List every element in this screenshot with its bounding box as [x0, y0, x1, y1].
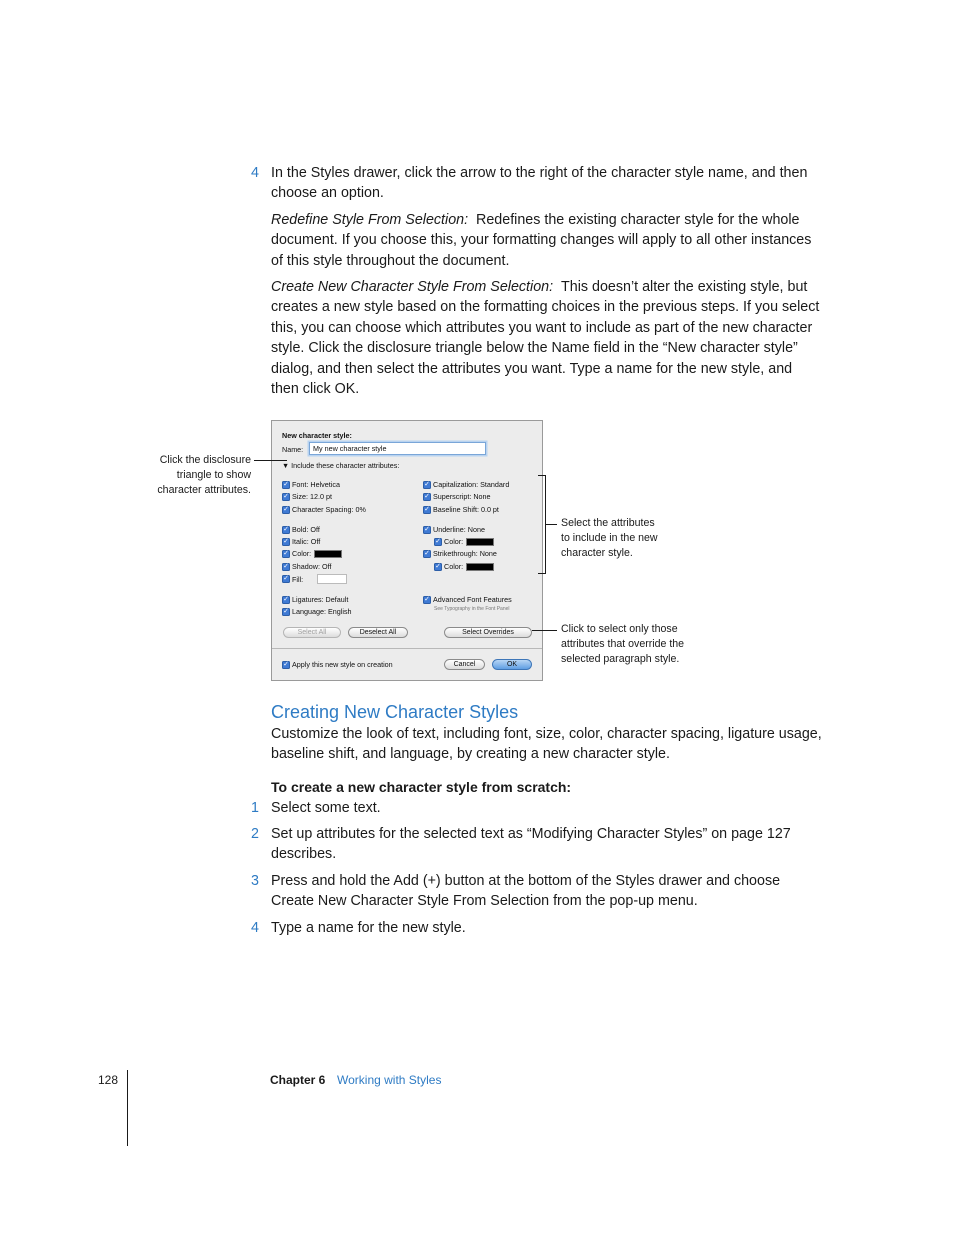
footer-rule [127, 1070, 128, 1146]
dialog-divider [272, 648, 542, 649]
checkmark-icon: ✓ [435, 562, 441, 570]
ok-button[interactable]: OK [492, 659, 532, 670]
checkmark-icon: ✓ [283, 492, 289, 500]
checkmark-icon: ✓ [283, 595, 289, 603]
attr-checkbox-italic[interactable]: ✓ Italic: Off [283, 537, 321, 546]
dialog-title: New character style: [282, 431, 352, 440]
callout-leader-line [546, 524, 557, 525]
callout-select-attributes: Select the attributes to include in the new character style. [561, 517, 658, 559]
cancel-button[interactable]: Cancel [444, 659, 485, 670]
attr-checkbox-bold[interactable]: ✓ Bold: Off [283, 525, 320, 534]
option-text: This doesn’t alter the existing style, but [561, 279, 808, 295]
checkmark-icon: ✓ [283, 537, 289, 545]
name-label: Name: [282, 445, 304, 454]
attr-checkbox-baseline-shift[interactable]: ✓ Baseline Shift: 0.0 pt [424, 505, 499, 514]
deselect-all-button[interactable]: Deselect All [348, 627, 408, 638]
option-text: document. If you choose this, your formatting changes will apply to all other instances [271, 232, 812, 249]
attr-checkbox-font[interactable]: ✓ Font: Helvetica [283, 480, 340, 489]
section-heading: Creating New Character Styles [271, 702, 519, 722]
attr-checkbox-color[interactable]: ✓ Color: [282, 549, 342, 558]
task-subheading: To create a new character style from scratch: [271, 779, 572, 795]
step-4-line-2: choose an option. [271, 185, 384, 202]
section-intro: Customize the look of text, including font, size, color, character spacing, ligature usage, baseline shift, and language, by creating a new character style. [271, 726, 822, 763]
color-swatch[interactable] [466, 563, 494, 571]
step-4-text [271, 163, 831, 204]
callout-disclosure: Click the disclosure triangle to show character attributes. [157, 454, 251, 496]
checkmark-icon: ✓ [283, 660, 289, 668]
checkmark-icon: ✓ [283, 607, 289, 615]
attr-checkbox-size[interactable]: ✓ Size: 12.0 pt [283, 492, 332, 501]
callout-select-overrides: Click to select only those attributes that override the selected paragraph style. [561, 623, 685, 665]
step-number: 1 [251, 800, 259, 816]
disclosure-triangle[interactable]: ▼ Include these character attributes: [282, 461, 400, 470]
chapter-label: Chapter 6 [270, 1073, 326, 1087]
step-text: Set up attributes for the selected text as “Modifying Character Styles” on page 127 describes. [271, 826, 791, 863]
checkmark-icon: ✓ [283, 480, 289, 488]
attr-checkbox-strikethrough[interactable]: ✓ Strikethrough: None [424, 549, 497, 558]
option-text: dialog, and then select the attributes you want. Type a name for the new style, and [271, 360, 793, 377]
attr-checkbox-ligatures[interactable]: ✓ Ligatures: Default [283, 595, 349, 604]
callout-leader-line [254, 460, 287, 461]
callout-leader-line [532, 630, 557, 631]
advanced-font-note: See Typography in the Font Panel [434, 606, 510, 612]
checkmark-icon: ✓ [283, 562, 289, 570]
attr-checkbox-fill[interactable]: ✓ Fill: [282, 574, 347, 584]
chapter-title: Working with Styles [337, 1073, 442, 1087]
option-text: Redefines the existing character style for the whole [476, 212, 800, 228]
option-text: then click OK. [271, 381, 360, 398]
step-number: 4 [251, 165, 259, 181]
attr-checkbox-character-spacing[interactable]: ✓ Character Spacing: 0% [283, 505, 366, 514]
attr-checkbox-shadow[interactable]: ✓ Shadow: Off [283, 562, 332, 571]
name-input[interactable]: My new character style [309, 442, 486, 455]
checkmark-icon: ✓ [424, 595, 430, 603]
checkmark-icon: ✓ [283, 549, 289, 557]
attr-checkbox-capitalization[interactable]: ✓ Capitalization: Standard [424, 480, 510, 489]
checkmark-icon: ✓ [424, 525, 430, 533]
checkmark-icon: ✓ [283, 575, 289, 582]
step-number: 3 [251, 873, 259, 889]
color-swatch[interactable] [314, 550, 342, 558]
bracket-bottom [538, 573, 546, 574]
option-text: creates a new style based on the formatting choices in the previous steps. If you select [271, 299, 820, 316]
checkmark-icon: ✓ [283, 525, 289, 533]
checkmark-icon: ✓ [424, 480, 430, 488]
option-text: style. Click the disclosure triangle below the Name field in the “New character style” [271, 340, 798, 357]
attr-checkbox-strikethrough-color[interactable]: ✓ Color: [434, 562, 494, 571]
option-redefine [271, 210, 831, 271]
step-text: Select some text. [271, 800, 381, 816]
checkmark-icon: ✓ [283, 505, 289, 513]
step-text: Press and hold the Add (+) button at the bottom of the Styles drawer and choose Create New Character Style From Selection from the pop-up menu. [271, 873, 781, 910]
checkmark-icon: ✓ [424, 549, 430, 557]
checkmark-icon: ✓ [424, 505, 430, 513]
option-term: Create New Character Style From Selection: [271, 279, 554, 295]
step-number: 4 [251, 920, 259, 936]
color-swatch[interactable] [466, 538, 494, 546]
page-number: 128 [98, 1073, 119, 1087]
attr-checkbox-superscript[interactable]: ✓ Superscript: None [424, 492, 491, 501]
new-character-style-dialog [271, 420, 543, 681]
attr-checkbox-advanced-font-features[interactable]: ✓ Advanced Font Features [424, 595, 512, 604]
step-text: Type a name for the new style. [271, 920, 466, 936]
option-term: Redefine Style From Selection: [271, 212, 469, 228]
attr-checkbox-underline-color[interactable]: ✓ Color: [434, 537, 494, 546]
checkmark-icon: ✓ [435, 537, 441, 545]
option-create-new [271, 277, 831, 399]
attr-checkbox-underline[interactable]: ✓ Underline: None [424, 525, 485, 534]
fill-swatch[interactable] [317, 574, 347, 584]
checkmark-icon: ✓ [424, 492, 430, 500]
step-4-line-1: In the Styles drawer, click the arrow to the right of the character style name, and then [271, 165, 808, 181]
option-text: of this style throughout the document. [271, 252, 510, 269]
select-all-button[interactable]: Select All [283, 627, 341, 638]
select-overrides-button[interactable]: Select Overrides [444, 627, 532, 638]
attr-checkbox-language[interactable]: ✓ Language: English [283, 607, 352, 616]
option-text: this, you can choose which attributes you want to include as part of the new character [271, 319, 813, 336]
step-number: 2 [251, 826, 259, 842]
apply-on-creation-checkbox[interactable]: ✓ Apply this new style on creation [283, 660, 393, 669]
